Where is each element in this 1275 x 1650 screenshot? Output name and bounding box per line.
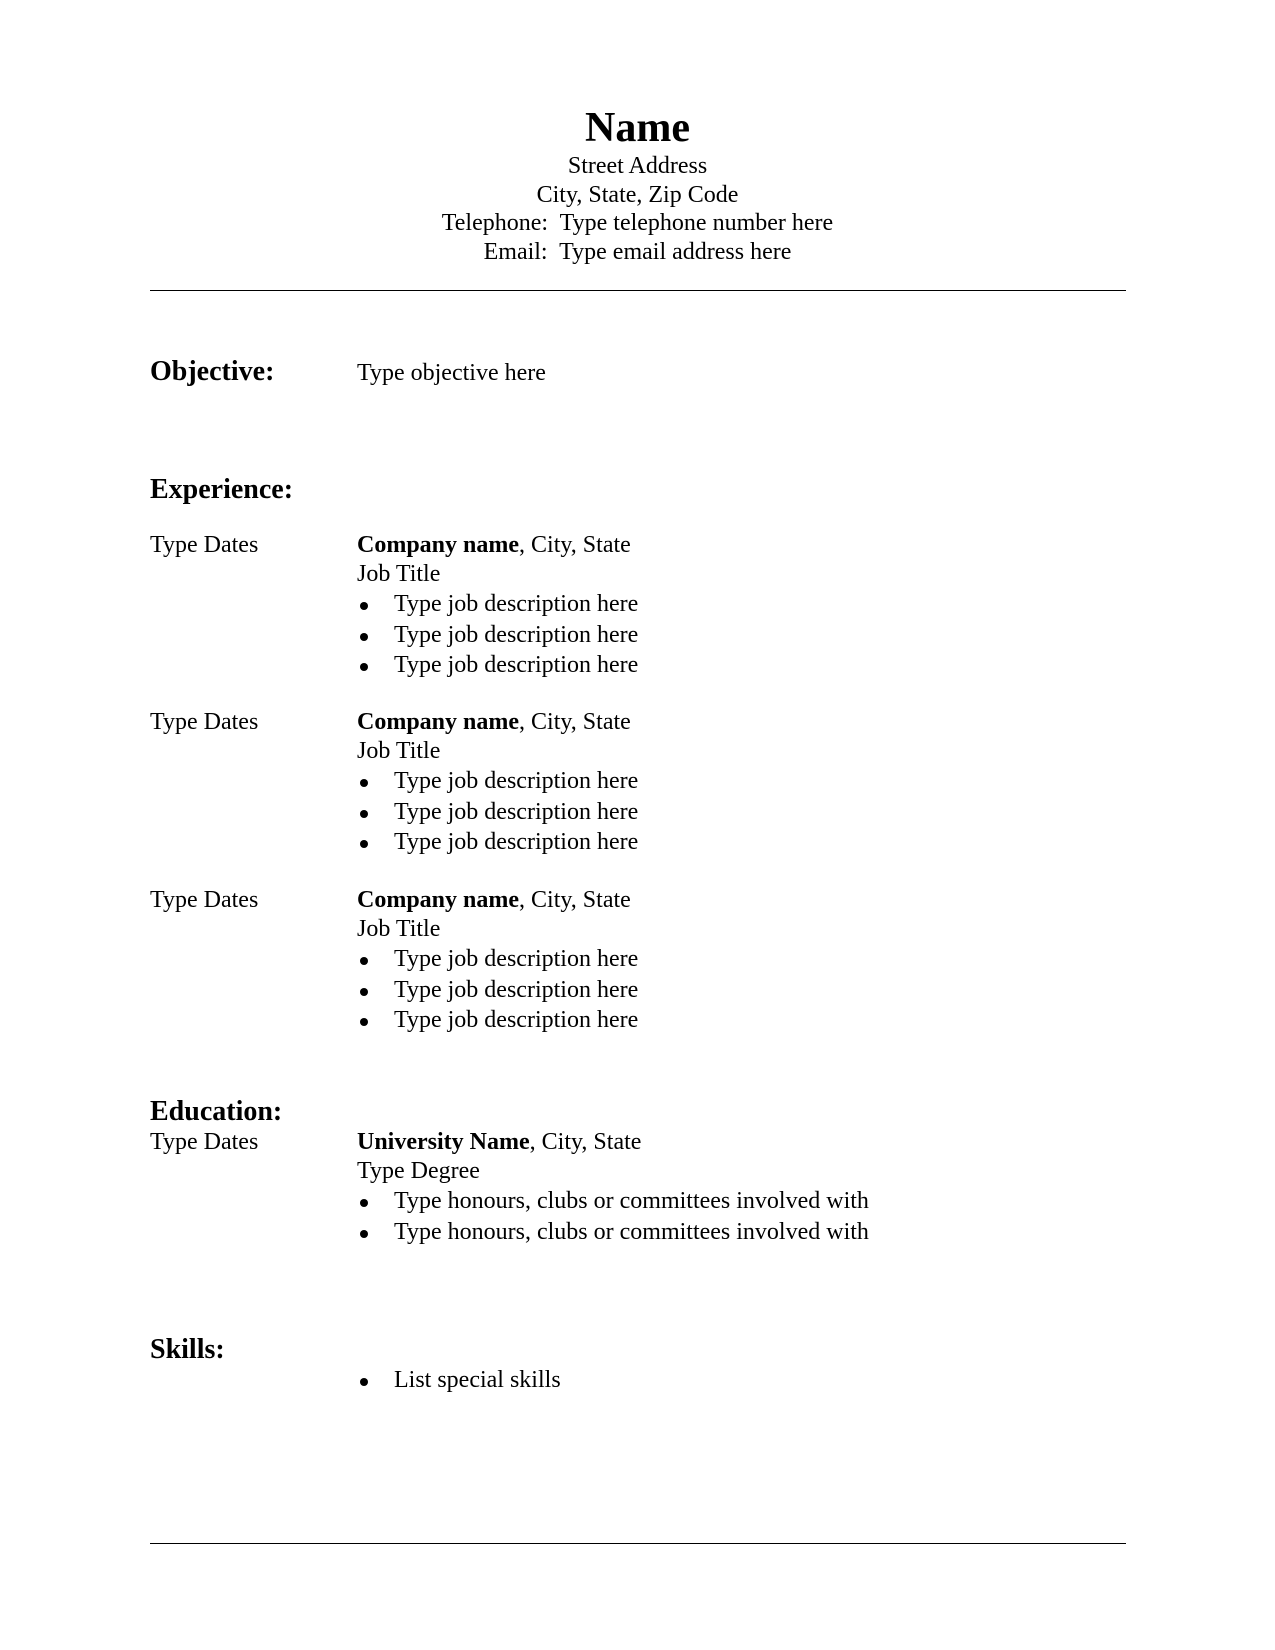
education-dates: Type Dates	[150, 1129, 259, 1155]
list-item	[357, 1005, 638, 1036]
footer-divider	[150, 1543, 1126, 1544]
company-location: , City, State	[519, 887, 631, 913]
list-item	[357, 620, 638, 651]
education-honours-list	[357, 1186, 869, 1247]
email-line	[0, 238, 1275, 267]
skills-entry	[357, 1365, 561, 1396]
job-description: Type job description here	[394, 768, 639, 794]
list-item	[357, 944, 638, 975]
job-description: Type job description here	[394, 621, 639, 648]
bullet-icon	[360, 1378, 368, 1386]
bullet-icon	[360, 1230, 368, 1238]
job-company-line	[357, 531, 638, 560]
job-entry	[357, 886, 638, 1036]
bullet-icon	[360, 957, 368, 965]
job-title: Job Title	[357, 916, 441, 942]
skills-heading: Skills:	[150, 1334, 225, 1365]
bullet-icon	[360, 663, 368, 671]
email-label: Email:	[483, 238, 548, 265]
job-description: Type job description here	[394, 591, 639, 617]
header-divider	[150, 290, 1126, 291]
job-entry	[357, 708, 638, 858]
job-description: Type job description here	[394, 798, 639, 825]
bullet-icon	[360, 988, 368, 996]
company-name: Company name	[357, 532, 520, 558]
job-dates: Type Dates	[150, 709, 259, 735]
telephone-label: Telephone:	[441, 210, 549, 236]
bullet-icon	[360, 633, 368, 641]
experience-heading: Experience:	[150, 474, 294, 505]
list-item	[357, 827, 638, 858]
list-item	[357, 589, 638, 620]
job-description: Type job description here	[394, 946, 639, 972]
honours-item: Type honours, clubs or committees involved with	[394, 1218, 869, 1245]
university-name: University Name	[357, 1129, 530, 1155]
honours-item: Type honours, clubs or committees involved with	[394, 1188, 869, 1214]
list-item	[357, 1365, 561, 1396]
job-description: Type job description here	[394, 829, 639, 855]
objective-heading: Objective:	[150, 356, 275, 387]
job-description: Type job description here	[394, 652, 639, 678]
degree: Type Degree	[357, 1158, 480, 1184]
email-value: Type email address here	[559, 238, 792, 265]
skills-list	[357, 1365, 561, 1396]
job-company-line	[357, 708, 638, 737]
job-company-line	[357, 886, 638, 915]
job-description: Type job description here	[394, 976, 639, 1003]
bullet-icon	[360, 810, 368, 818]
university-location: , City, State	[529, 1129, 642, 1155]
bullet-icon	[360, 840, 368, 848]
skill-item: List special skills	[394, 1367, 561, 1393]
list-item	[357, 1217, 869, 1248]
resume-header	[0, 104, 1275, 266]
education-heading: Education:	[150, 1096, 283, 1127]
bullet-icon	[360, 1018, 368, 1026]
company-location: , City, State	[519, 532, 631, 558]
job-title: Job Title	[357, 738, 441, 764]
university-line	[357, 1128, 869, 1157]
list-item	[357, 975, 638, 1006]
company-location: , City, State	[519, 709, 631, 735]
job-dates: Type Dates	[150, 887, 259, 913]
list-item	[357, 650, 638, 681]
candidate-name: Name	[585, 105, 690, 151]
job-title: Job Title	[357, 561, 441, 587]
company-name: Company name	[357, 709, 520, 735]
objective-text: Type objective here	[357, 360, 546, 386]
list-item	[357, 797, 638, 828]
job-description: Type job description here	[394, 1007, 639, 1033]
telephone-value: Type telephone number here	[559, 210, 834, 236]
city-state-zip: City, State, Zip Code	[536, 181, 739, 208]
job-description-list	[357, 589, 638, 681]
company-name: Company name	[357, 887, 520, 913]
telephone-line	[0, 209, 1275, 238]
street-address: Street Address	[567, 153, 708, 179]
job-description-list	[357, 944, 638, 1036]
list-item	[357, 766, 638, 797]
education-entry	[357, 1128, 869, 1247]
job-entry	[357, 531, 638, 681]
bullet-icon	[360, 779, 368, 787]
job-dates: Type Dates	[150, 532, 259, 558]
list-item	[357, 1186, 869, 1217]
bullet-icon	[360, 1199, 368, 1207]
bullet-icon	[360, 602, 368, 610]
job-description-list	[357, 766, 638, 858]
